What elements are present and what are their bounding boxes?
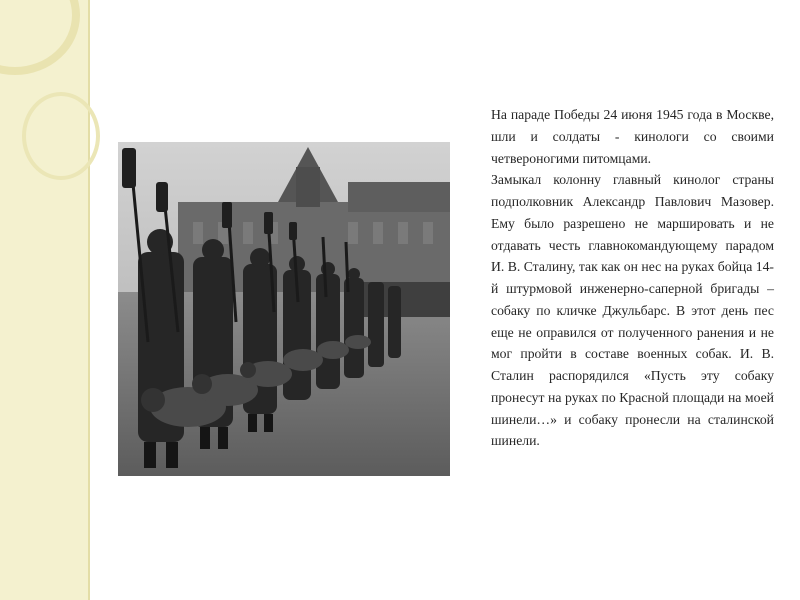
decorative-ring-small — [22, 92, 100, 180]
decorative-divider — [88, 0, 90, 600]
parade-photo — [118, 142, 450, 476]
intro-paragraph: На параде Победы 24 июня 1945 года в Москве, шли и солдаты - кинологи со своими четвероногими питомцами. — [491, 107, 774, 166]
story-paragraph: Замыкал колонну главный кинолог страны подполковник Александр Павлович Мазовер. Ему было разрешено не маршировать и не отдавать честь главнокомандующему парадом И. В. Сталину, так как он нес на руках бойца 14-й штурмовой инженерно-саперной бригады – собаку по кличке Джульбарс. В этот день пес еще не оправился от полученного ранения и не мог пройти в составе военных собак. И. В. Сталин распорядился «Пусть эту собаку пронесут на руках по Красной площади на моей шинели…» и собаку пронесли на сталинской шинели. — [491, 172, 774, 449]
slide-text — [491, 104, 774, 452]
decorative-side-band — [0, 0, 88, 600]
